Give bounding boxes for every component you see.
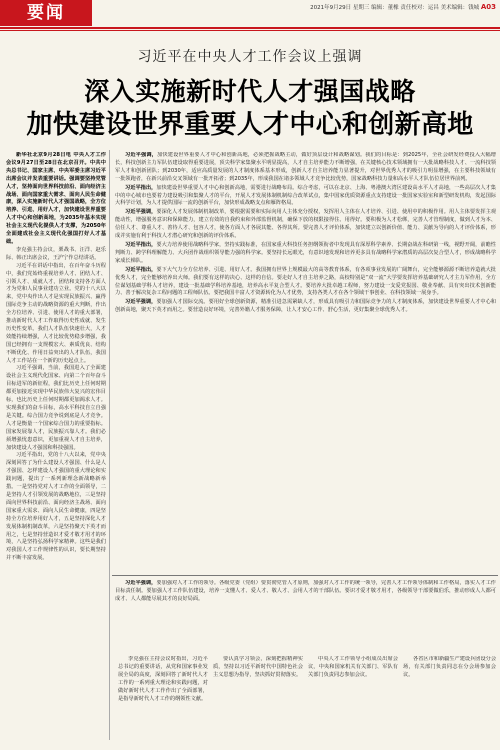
paragraph-text: 要大力培养使用战略科学家，坚持实践标准，在国家重大科技任务担纲领衔者中发现具有深厚科学素养、长期奋战在科研第一线，视野开阔，前瞻性判断力、跨学科理解能力、大兵团作战组织领导能力强的科学家。要坚持长远眼光，有意识地发现和培养更多具有战略科学家潜质的高层次复合型人才，形成战略科学家成长梯队。 bbox=[115, 241, 496, 264]
body-paragraph: 习近平指出，党的十八大以来，党中央深刻回答了为什么建设人才强国、什么是人才强国、怎样建设人才强国的重大理论和实践问题，提出了一系列新理念新战略新举措。一是坚持党对人才工作的全面领导，二是坚持人才引领发展的战略地位，三是坚持面向世界科技前沿、面向经济主战场、面向国家重大需求、面向人民生命健康，四是坚持全方位培养用好人才，五是坚持深化人才发展体制机制改革，六是坚持聚天下英才而用之，七是坚持营造识才爱才敬才用才的环境，八是坚持弘扬科学家精神。这些是我们对我国人才工作规律性的认识，要长期坚持并不断丰富发展。 bbox=[6, 452, 106, 562]
bottom-column-3 bbox=[308, 656, 398, 748]
section-tab: 要闻 bbox=[0, 0, 92, 26]
body-paragraph bbox=[115, 242, 496, 266]
article-column-left bbox=[6, 152, 106, 750]
paragraph-lead: 习近平强调， bbox=[125, 209, 157, 216]
paragraph-lead: 习近平指出， bbox=[125, 241, 157, 248]
article-title-line1: 深入实施新时代人才强国战略 bbox=[84, 77, 416, 106]
paragraph-text: 加快建设世界重要人才中心和创新高地，必须把握战略主动，做好顶层设计和战略谋划。我们的目标是：到2025年，全社会研发经费投入大幅增长，科技创新主力军队伍建设取得重要进展，顶尖科学家集聚水平明显提高，人才自主培养能力不断增强，在关键核心技术领域拥有一大批战略科技人才、一流科技领军人才和创新团队；到2030年，适应高质量发展的人才制度体系基本形成，创新人才自主培养能力显著提升，对世界优秀人才的吸引力明显增强，在主要科技领域有一批领跑者，在新兴前沿交叉领域有一批开拓者；到2035年，形成我国在诸多领域人才竞争比较优势，国家战略科技力量和高水平人才队伍位居世界前列。 bbox=[115, 152, 496, 182]
article-column-main bbox=[115, 152, 496, 572]
body-paragraph: 要认真学习领会，深刻把握精神实质，坚持以习近平新时代中国特色社会主义思想为指导，坚决抓好贯彻落实。 bbox=[213, 656, 303, 678]
paragraph-text: 要下大气力全方位培养、引进、用好人才。我国拥有世界上规模最大的高等教育体系，有各项事业发展的广阔舞台，完全能够源源不断培养造就大批优秀人才，完全能够培养出大师。我们要有这样的决心、这样的自信。要走好人才自主培养之路，高校特别是“双一流”大学要发挥培养基础研究人才主力军作用，全方位谋划基础学科人才培养，建设一批基础学科培养基地，培养高水平复合型人才。要培养大批卓越工程师，努力建设一支爱党报国、敬业奉献、具有突出技术创新能力、善于解决复杂工程问题的工程师队伍。要把我国丰富人才资源转化为人才优势，支持各类人才在各个领域干事创业、在科技领域一展身手。 bbox=[115, 266, 496, 297]
paragraph-text: 加快建设世界重要人才中心和创新高地，需要进行战略布局。综合考虑，可以在北京、上海、粤港澳大湾区建设高水平人才高地，一些高层次人才集中的中心城市也要着力建设吸引和集聚人才的平台，开展人才发展体制机制综合改革试点，集中国家优质资源重点支持建设一批国家实验室和新型研发机构，发起国际大科学计划，为人才提供国际一流的创新平台，加快形成战略支点和雁阵格局。 bbox=[115, 184, 496, 207]
bottom-column-4 bbox=[403, 656, 496, 748]
paragraph-lead: 习近平强调， bbox=[125, 299, 157, 306]
body-paragraph bbox=[115, 209, 496, 241]
article-column-lower bbox=[115, 580, 496, 650]
paragraph-text: 要深化人才发展体制机制改革，要根据需要和实际向用人主体充分授权，发挥用人主体在人才培养、引进、使用中的积极作用。用人主体要发挥主观能动性，增强服务意识和保障能力，建立有效的自我约束和外部监督机制，确保下放的权限接得住、用得好。要积极为人才松绑，完善人才管理制度，做到人才为本、信任人才、尊重人才、善待人才、包容人才，使各方面人才各展其能、各得其所。要完善人才评价体系，加快建立以创新价值、能力、贡献为导向的人才评价体系，形成并实施有利于科技人才潜心研究和创新的评价体系。 bbox=[115, 209, 496, 240]
paragraph-lead: 习近平指出， bbox=[125, 184, 157, 191]
article-title-line2: 加快建设世界重要人才中心和创新高地 bbox=[26, 110, 474, 140]
body-paragraph bbox=[115, 267, 496, 299]
body-paragraph: 李克强主持会议，栗战书、汪洋、赵乐际、韩正出席会议，王沪宁作总结讲话。 bbox=[6, 246, 106, 261]
column-divider bbox=[109, 150, 110, 740]
body-paragraph bbox=[115, 299, 496, 315]
header-info bbox=[310, 3, 496, 11]
lead-paragraph: 新华社北京9月28日电 中央人才工作会议9月27日至28日在北京召开。中共中央总书记、国家主席、中央军委主席习近平出席会议并发表重要讲话。强调要坚持党管人才，坚持面向世界科技前沿、面向经济主战场、面向国家重大需求、面向人民生命健康，深入实施新时代人才强国战略，全方位培养、引进、用好人才，加快建设世界重要人才中心和创新高地，为2035年基本实现社会主义现代化提供人才支撑，为2050年全面建成社会主义现代化强国打好人才基础。 bbox=[6, 152, 106, 245]
paragraph-lead: 习近平指出， bbox=[125, 266, 157, 273]
section-divider bbox=[112, 575, 498, 576]
body-paragraph: 各省区市和新疆生产建设兵团设分会场，有关部门负责同志在分会场参加会议。 bbox=[403, 656, 496, 678]
header-rule-thin bbox=[0, 30, 500, 31]
body-paragraph: 习近平在讲话中指出，在百年奋斗历程中，我们党始终重视培养人才、团结人才、引领人才、成就人才，团结和支持各方面人才为党和人民事业建功立业。党的十八大以来，党中央作出人才是实现民族振兴、赢得国际竞争主动的战略资源的重大判断，作出全方位培养、引进、使用人才的重大部署，推动新时代人才工作取得历史性成就、发生历史性变革。我们人才队伍快速壮大，人才效能持续增强，人才比较优势稳步增强，我国已经拥有一支规模宏大、素质优良、结构不断优化、作用日益突出的人才队伍，我国人才工作站在一个新的历史起点上。 bbox=[6, 262, 106, 364]
body-paragraph bbox=[115, 152, 496, 184]
bottom-column-1 bbox=[118, 656, 208, 748]
header-rule bbox=[0, 27, 500, 29]
paragraph-text: 要加强人才国际交流。要用好全球创新资源，精准引进急需紧缺人才，形成具有吸引力和国际竞争力的人才制度体系，加快建设世界重要人才中心和创新高地，聚天下英才而用之。要营造良好环境，完善外籍人才服务保障，让人才安心工作、舒心生活，更好集聚全球优秀人才。 bbox=[115, 299, 496, 314]
article-kicker: 习近平在中央人才工作会议上强调 bbox=[137, 49, 363, 65]
bottom-column-2 bbox=[213, 656, 303, 748]
body-paragraph bbox=[115, 580, 496, 604]
page-number: A03 bbox=[480, 3, 496, 11]
paragraph-text: 要加强对人才工作的领导。各级党委（党组）要贯彻党管人才原则，加强对人才工作的统一领导，完善人才工作领导体制和工作格局，落实人才工作目标责任制。要加强人才工作队伍建设，培养一支懂人才、爱人才、敬人才、会用人才的干部队伍。要识才爱才敬才用才，各级领导干部要做伯乐，推动形成人人都可成才、人人都能尽展其才的良好局面。 bbox=[115, 580, 496, 602]
body-paragraph: 中央人才工作领导小组成员出席会议，中央和国家机关有关部门、军队有关部门负责同志参加会议。 bbox=[308, 656, 398, 678]
paragraph-lead: 习近平强调， bbox=[125, 152, 158, 158]
body-paragraph bbox=[115, 185, 496, 209]
body-paragraph: 李克强在主持会议时指出，习近平总书记的重要讲话，从党和国家事业发展全局的高度，深刻回答了新时代人才工作的一系列重大理论和实践问题，对做好新时代人才工作作出了全面部署，是指导新时代人才工作的纲领性文献。 bbox=[118, 656, 208, 702]
paragraph-lead: 习近平强调， bbox=[125, 580, 157, 586]
page-header bbox=[0, 0, 500, 30]
body-paragraph: 习近平强调，当前，我国进入了全面建设社会主义现代化国家、向第二个百年奋斗目标进军的新征程，我们比历史上任何时期都更加接近实现中华民族伟大复兴的宏伟目标，也比历史上任何时期都更加渴求人才。实现我们的奋斗目标，高水平科技自立自强是关键。综合国力竞争说到底是人才竞争。人才是衡量一个国家综合国力的重要指标。国家发展靠人才，民族振兴靠人才。我们必须增强忧患意识，更加重视人才自主培养，加快建设人才强国和科技强国。 bbox=[6, 365, 106, 451]
date-line: 2021年9月29日 星期三 编辑：董橡 责任校对：运昌 美术编辑：钱城 bbox=[310, 5, 480, 11]
